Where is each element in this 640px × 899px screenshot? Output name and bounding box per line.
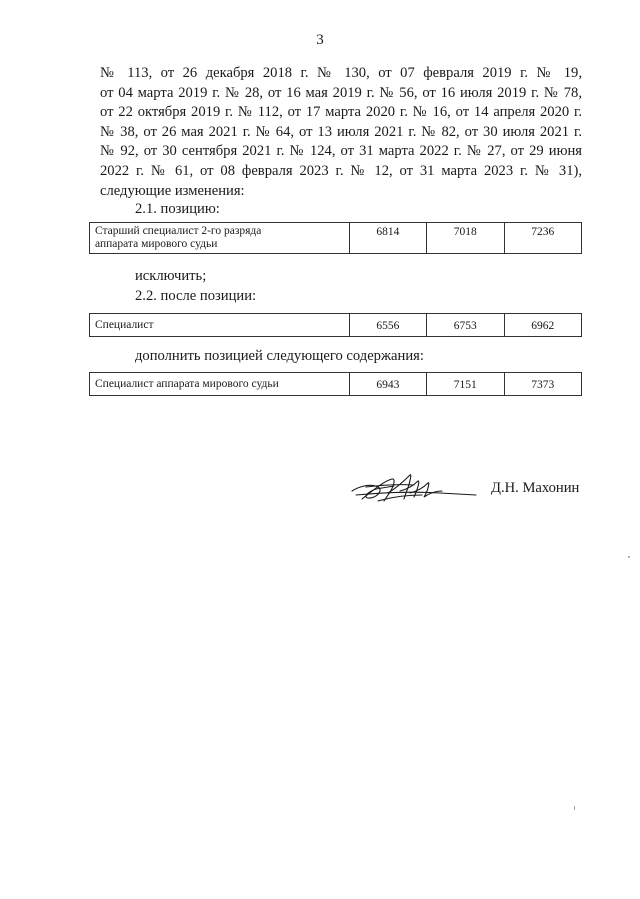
body-line: № 92, от 30 сентября 2021 г. № 124, от 31 марта 2022 г. № 27, от 29 июня xyxy=(100,143,582,160)
add-text: дополнить позицией следующего содержания: xyxy=(135,348,424,364)
salary-value: 7018 xyxy=(427,223,504,254)
scan-speck xyxy=(574,806,575,810)
salary-value: 6556 xyxy=(349,314,426,337)
salary-value: 6943 xyxy=(349,373,426,396)
position-table-3 xyxy=(89,372,582,396)
salary-value: 7373 xyxy=(504,373,581,396)
body-line: № 38, от 26 мая 2021 г. № 64, от 13 июля 2021 г. № 82, от 30 июля 2021 г. xyxy=(100,123,582,140)
salary-value: 7236 xyxy=(504,223,581,254)
item-2-1: 2.1. позицию: xyxy=(135,201,220,217)
body-line: от 04 марта 2019 г. № 28, от 16 мая 2019 г. № 56, от 16 июля 2019 г. № 78, xyxy=(100,84,582,101)
salary-value: 6814 xyxy=(349,223,426,254)
position-table-1 xyxy=(89,222,582,254)
position-table-2 xyxy=(89,313,582,337)
body-line: следующие изменения: xyxy=(100,182,245,199)
salary-value: 6753 xyxy=(427,314,504,337)
signer-name: Д.Н. Махонин xyxy=(491,480,580,496)
table-row xyxy=(90,373,582,396)
body-line: от 22 октября 2019 г. № 112, от 17 марта 2020 г. № 16, от 14 апреля 2020 г. xyxy=(100,104,582,121)
position-name: Старший специалист 2-го разряда аппарата мирового судьи xyxy=(90,223,350,254)
table-row xyxy=(90,314,582,337)
body-line: 2022 г. № 61, от 08 февраля 2023 г. № 12, от 31 марта 2023 г. № 31), xyxy=(100,162,582,179)
body-line: № 113, от 26 декабря 2018 г. № 130, от 07 февраля 2019 г. № 19, xyxy=(100,65,582,81)
salary-value: 6962 xyxy=(504,314,581,337)
signature-image xyxy=(348,469,480,507)
position-name: Специалист xyxy=(90,314,350,337)
page-number: 3 xyxy=(316,32,324,48)
position-name: Специалист аппарата мирового судьи xyxy=(90,373,350,396)
item-2-2: 2.2. после позиции: xyxy=(135,288,257,304)
body-text xyxy=(100,64,582,201)
salary-value: 7151 xyxy=(427,373,504,396)
table-row xyxy=(90,223,582,254)
scan-speck xyxy=(628,556,630,558)
exclude-text: исключить; xyxy=(135,268,207,284)
